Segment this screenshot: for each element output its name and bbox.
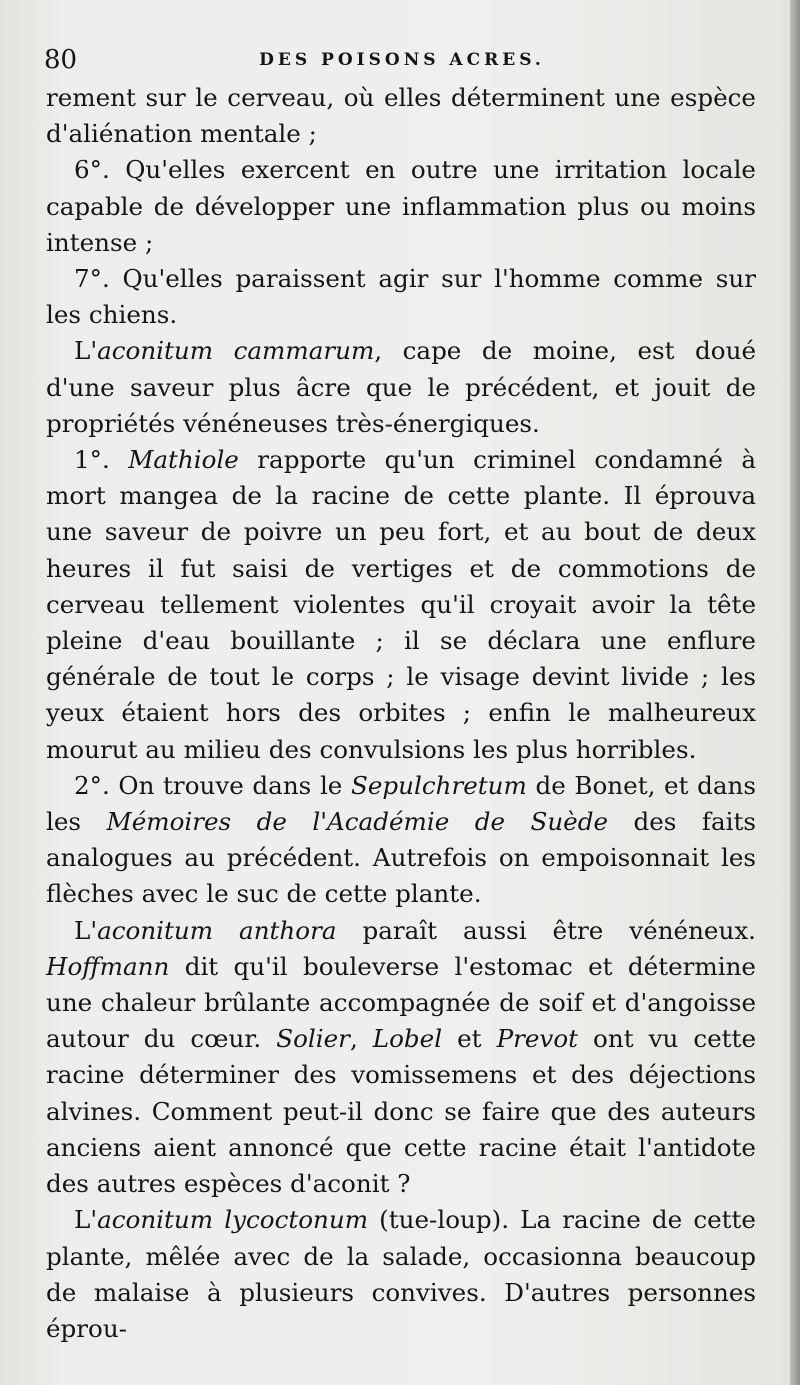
page-gutter-shadow: [790, 0, 800, 1385]
text-run: ,: [349, 1024, 373, 1054]
text-run: 7°. Qu'elles paraissent agir sur l'homme comme sur les chiens.: [46, 264, 756, 330]
italic-term: aconitum cammarum: [97, 336, 375, 366]
paragraph: [46, 152, 756, 261]
text-run: 1°.: [74, 445, 129, 475]
text-run: et: [442, 1024, 497, 1054]
text-run: ont vu cette racine déterminer des vomissemens et des déjections alvines. Comment peut-il donc se faire que des auteurs anciens aient annoncé que cette racine était l'antidote des autres espèces d'aconit ?: [46, 1024, 756, 1199]
text-run: paraît aussi être vénéneux.: [336, 915, 757, 945]
paragraph: [46, 261, 756, 333]
text-run: rapporte qu'un criminel condamné à mort mangea de la racine de cette plante. Il éprouva une saveur de poivre un peu fort, et au bout de deux heures il fut saisi de vertiges et de commotions de cerveau tellement violentes qu'il croyait avoir la tête pleine d'eau bouillante ; il se déclara une enflure générale de tout le corps ; le visage devint livide ; les yeux étaient hors des orbites ; enfin le malheureux mourut au milieu des convulsions les plus horribles.: [46, 445, 756, 764]
text-run: des faits analogues au précédent. Autrefois on empoisonnait les flèches avec le suc de cette plante.: [46, 807, 757, 909]
italic-term: Mémoires de l'Académie de Suède: [106, 807, 609, 837]
paragraph: [46, 913, 756, 1203]
page-header: [44, 40, 760, 80]
text-run: , cape de moine, est doué d'une saveur plus âcre que le précédent, et jouit de propriétés vénéneuses très-énergiques.: [46, 336, 756, 438]
paragraph: [46, 768, 756, 913]
text-run: L': [74, 1205, 98, 1235]
text-run: 2°. On trouve dans le: [74, 770, 352, 800]
page-number: 80: [44, 45, 78, 75]
text-run: (tue-loup). La racine de cette plante, mêlée avec de la salade, occasionna beaucoup de malaise à plusieurs convives. D'autres personnes éprou-: [46, 1205, 756, 1343]
text-run: L': [74, 336, 98, 366]
paragraph: [46, 80, 756, 152]
text-run: L': [74, 915, 98, 945]
italic-term: Sepulchretum: [351, 770, 527, 800]
text-run: 6°. Qu'elles exercent en outre une irritation locale capable de développer une inflammation plus ou moins intense ;: [46, 155, 756, 257]
paragraph: [46, 442, 756, 768]
italic-term: Lobel: [372, 1024, 443, 1054]
italic-term: Mathiole: [128, 445, 239, 475]
paragraph: [46, 333, 756, 442]
italic-term: Solier: [276, 1024, 350, 1054]
text-run: dit qu'il bouleverse l'estomac et détermine une chaleur brûlante accompagnée de soif et d'angoisse autour du cœur.: [46, 951, 756, 1054]
italic-term: Hoffmann: [46, 951, 170, 981]
italic-term: Prevot: [496, 1024, 579, 1054]
text-run: rement sur le cerveau, où elles déterminent une espèce d'aliénation mentale ;: [46, 83, 756, 149]
italic-term: aconitum anthora: [97, 915, 337, 945]
italic-term: aconitum lycoctonum: [97, 1205, 369, 1235]
paragraph: [46, 1202, 756, 1347]
text-run: de Bonet, et dans les: [46, 770, 756, 837]
body-text: [46, 80, 756, 1347]
running-title: DES POISONS ACRES.: [259, 50, 545, 70]
